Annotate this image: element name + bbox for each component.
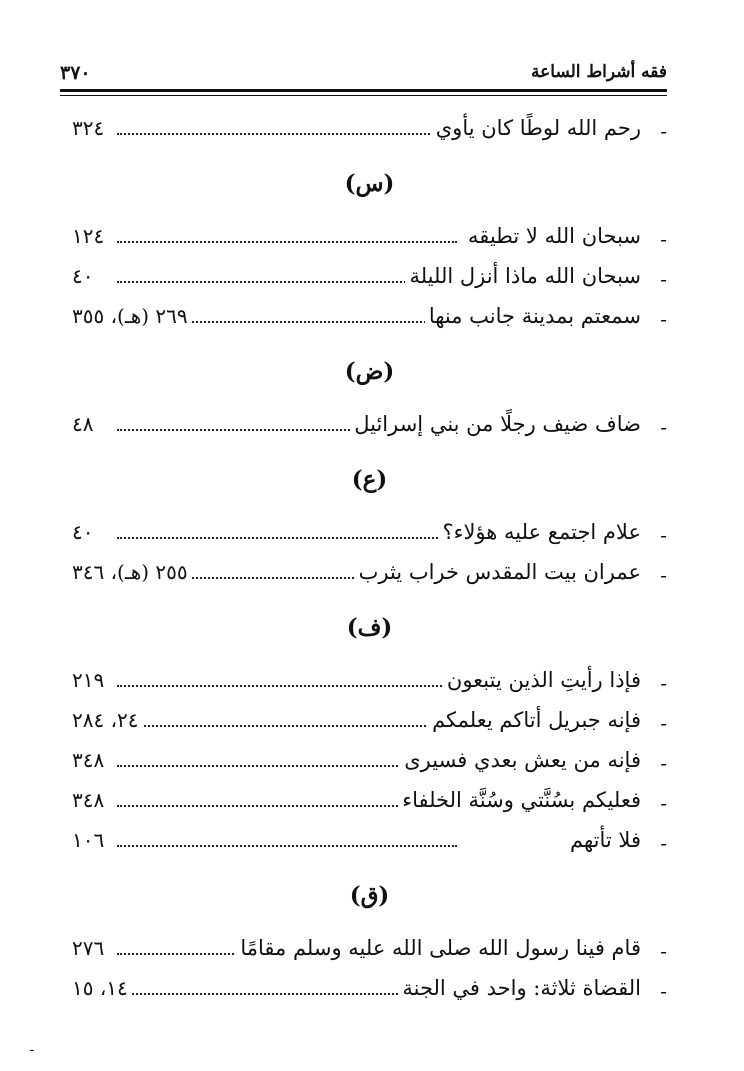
entry-text: القضاة ثلاثة: واحد في الجنة [398, 976, 641, 1000]
entry-pages: ٤٠ [72, 520, 97, 544]
index-entry [72, 702, 667, 742]
index-entry [72, 782, 667, 822]
entry-text: سبحان الله ماذا أنزل الليلة [405, 264, 641, 288]
entry-dash: - [660, 791, 667, 815]
entry-text: عمران بيت المقدس خراب يثرب [355, 560, 641, 584]
entry-dash: - [660, 671, 667, 695]
entry-text: سبحان الله لا تطيقه [464, 224, 641, 248]
entry-text: فإذا رأيتِ الذين يتبعون [443, 668, 641, 692]
leader-dots [117, 537, 457, 539]
entry-text: فعليكم بسُنَّتي وسُنَّة الخلفاء [398, 788, 641, 812]
index-entry [72, 258, 667, 298]
entry-text: رحم الله لوطًا كان يأوي [432, 116, 641, 140]
index-entry [72, 554, 667, 594]
entry-pages: ١٤، ١٥ [72, 976, 132, 1000]
leader-dots [117, 241, 457, 243]
entry-pages: ٢٤، ٢٨٤ [72, 708, 143, 732]
entry-dash: - [660, 751, 667, 775]
entry-pages: ٣٢٤ [72, 116, 108, 140]
entry-text: ضاف ضيف رجلًا من بني إسرائيل [350, 412, 641, 436]
entry-dash: - [660, 523, 667, 547]
index-entry [72, 406, 667, 446]
entry-pages: ٢٧٦ [72, 936, 108, 960]
index-content [72, 110, 667, 1010]
entry-dash: - [660, 831, 667, 855]
page-number: ٣٧٠ [60, 62, 91, 84]
entry-pages: ٢٦٩ (هـ)، ٣٥٥ [72, 304, 192, 328]
entry-dash: - [660, 267, 667, 291]
entry-text: فلا تأتهم [566, 828, 641, 852]
section-heading-ain: (ع) [351, 466, 388, 493]
book-title: فقه أشراط الساعة [531, 62, 667, 82]
section-heading-qaf: (ق) [349, 882, 390, 909]
entry-pages: ١٠٦ [72, 828, 108, 852]
leader-dots [117, 685, 457, 687]
index-entry [72, 822, 667, 862]
entry-dash: - [660, 227, 667, 251]
index-entry [72, 742, 667, 782]
index-entry [72, 218, 667, 258]
entry-pages: ٣٤٨ [72, 748, 108, 772]
index-entry [72, 970, 667, 1010]
entry-dash: - [660, 939, 667, 963]
section-heading-fa: (ف) [346, 614, 393, 641]
leader-dots [117, 845, 457, 847]
entry-dash: - [660, 307, 667, 331]
index-entry [72, 514, 667, 554]
entry-dash: - [660, 711, 667, 735]
header-rule-thick [60, 89, 667, 92]
running-header [60, 58, 667, 88]
entry-dash: - [660, 563, 667, 587]
entry-dash: - [660, 119, 667, 143]
leader-dots [117, 133, 457, 135]
index-entry [72, 662, 667, 702]
entry-text: سمعتم بمدينة جانب منها [425, 304, 641, 328]
index-entry [72, 298, 667, 338]
entry-text: فإنه جبريل أتاكم يعلمكم [428, 708, 641, 732]
entry-pages: ١٢٤ [72, 224, 108, 248]
entry-pages: ٤٠ [72, 264, 97, 288]
section-heading-dad: (ض) [344, 358, 395, 385]
entry-pages: ٣٤٨ [72, 788, 108, 812]
entry-dash: - [660, 979, 667, 1003]
footer-mark: ـ [30, 1040, 34, 1054]
entry-text: قام فينا رسول الله صلى الله عليه وسلم مقامًا [236, 936, 641, 960]
index-entry [72, 930, 667, 970]
entry-text: علام اجتمع عليه هؤلاء؟ [438, 520, 641, 544]
index-entry [72, 110, 667, 150]
entry-pages: ٤٨ [72, 412, 97, 436]
leader-dots [117, 725, 457, 727]
entry-dash: - [660, 415, 667, 439]
entry-pages: ٢١٩ [72, 668, 108, 692]
entry-pages: ٢٥٥ (هـ)، ٣٤٦ [72, 560, 192, 584]
section-heading-sin: (س) [344, 170, 395, 197]
entry-text: فإنه من يعش بعدي فسيرى [400, 748, 641, 772]
header-rule-thin [60, 95, 667, 96]
